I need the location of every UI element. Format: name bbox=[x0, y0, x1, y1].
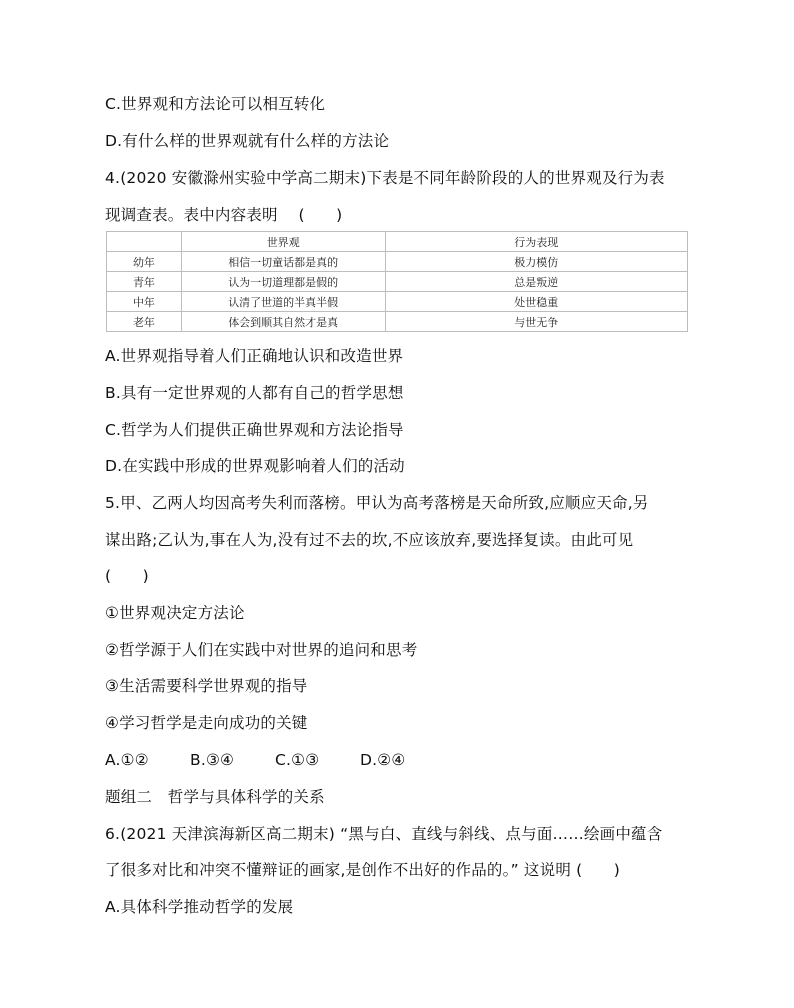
q5-stem-line2: 谋出路;乙认为,事在人为,没有过不去的坎,不应该放弃,要选择复读。由此可见 bbox=[105, 531, 634, 549]
table-row bbox=[107, 312, 688, 332]
q4-option-c: C.哲学为人们提供正确世界观和方法论指导 bbox=[105, 421, 404, 439]
table-cell: 处世稳重 bbox=[385, 292, 687, 312]
q5-item-1: ①世界观决定方法论 bbox=[105, 604, 245, 622]
q5-stem-line3: ( ) bbox=[105, 567, 149, 585]
survey-table bbox=[106, 231, 688, 332]
q4-option-b: B.具有一定世界观的人都有自己的哲学思想 bbox=[105, 384, 404, 402]
table-header-cell: 世界观 bbox=[181, 232, 385, 252]
group2-title: 题组二 哲学与具体科学的关系 bbox=[105, 788, 325, 806]
table-header-row bbox=[107, 232, 688, 252]
table-header-cell: 行为表现 bbox=[385, 232, 687, 252]
table-cell: 总是叛逆 bbox=[385, 272, 687, 292]
q3-option-c: C.世界观和方法论可以相互转化 bbox=[105, 95, 326, 113]
table-cell: 体会到顺其自然才是真 bbox=[181, 312, 385, 332]
q5-item-4: ④学习哲学是走向成功的关键 bbox=[105, 714, 308, 732]
q6-stem-line2: 了很多对比和冲突不懂辩证的画家,是创作不出好的作品的。” 这说明 ( ) bbox=[105, 861, 621, 879]
table-row bbox=[107, 292, 688, 312]
q5-option-c: C.①③ bbox=[275, 751, 320, 769]
q4-stem-line1: 4.(2020 安徽滁州实验中学高二期末)下表是不同年龄阶段的人的世界观及行为表 bbox=[105, 169, 665, 187]
table-cell: 极力模仿 bbox=[385, 252, 687, 272]
q4-option-d: D.在实践中形成的世界观影响着人们的活动 bbox=[105, 457, 405, 475]
q5-options bbox=[105, 750, 405, 770]
q3-option-d: D.有什么样的世界观就有什么样的方法论 bbox=[105, 132, 390, 150]
q6-stem-line1: 6.(2021 天津滨海新区高二期末) “黑与白、直线与斜线、点与面……绘画中蕴含 bbox=[105, 825, 663, 843]
q4-stem-line2: 现调查表。表中内容表明 ( ) bbox=[105, 206, 343, 224]
table-cell: 幼年 bbox=[107, 252, 182, 272]
q5-option-a: A.①② bbox=[105, 751, 149, 769]
table-header-cell bbox=[107, 232, 182, 252]
table-cell: 中年 bbox=[107, 292, 182, 312]
table-cell: 青年 bbox=[107, 272, 182, 292]
q5-item-2: ②哲学源于人们在实践中对世界的追问和思考 bbox=[105, 641, 418, 659]
table-cell: 与世无争 bbox=[385, 312, 687, 332]
q4-option-a: A.世界观指导着人们正确地认识和改造世界 bbox=[105, 347, 404, 365]
table-cell: 认为一切道理都是假的 bbox=[181, 272, 385, 292]
q5-stem-line1: 5.甲、乙两人均因高考失利而落榜。甲认为高考落榜是天命所致,应顺应天命,另 bbox=[105, 494, 649, 512]
table-cell: 认清了世道的半真半假 bbox=[181, 292, 385, 312]
table-cell: 相信一切童话都是真的 bbox=[181, 252, 385, 272]
q5-option-b: B.③④ bbox=[190, 751, 235, 769]
table-cell: 老年 bbox=[107, 312, 182, 332]
q6-option-a: A.具体科学推动哲学的发展 bbox=[105, 898, 294, 916]
table-row bbox=[107, 272, 688, 292]
q5-option-d: D.②④ bbox=[360, 751, 406, 769]
q5-item-3: ③生活需要科学世界观的指导 bbox=[105, 677, 308, 695]
table-row bbox=[107, 252, 688, 272]
